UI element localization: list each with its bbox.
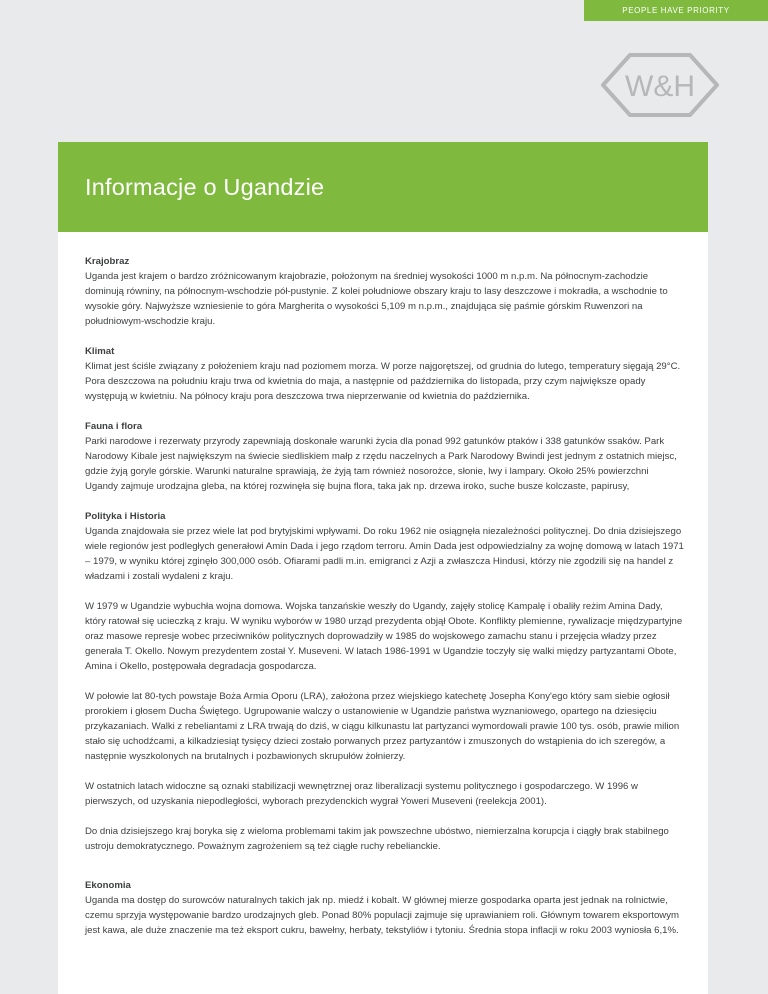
brand-tagline: PEOPLE HAVE PRIORITY <box>622 6 730 15</box>
section-polityka-historia <box>85 509 684 854</box>
section-spacer <box>85 869 684 878</box>
document-card <box>58 142 708 994</box>
section-krajobraz <box>85 254 684 329</box>
section-paragraph: W ostatnich latach widoczne są oznaki stabilizacji wewnętrznej oraz liberalizacji systemu politycznego i gospodarczego. W 1996 w pierwszych, od uzyskania niepodległości, wyborach prezydenckich wygrał Yoweri Museveni (reelekcja 2001). <box>85 781 638 807</box>
title-band <box>58 142 708 232</box>
section-paragraph: W 1979 w Ugandzie wybuchła wojna domowa. Wojska tanzańskie weszły do Ugandy, zajęły stolicę Kampalę i obaliły reżim Amina Dady, który ratował się ucieczką z kraju. W wyniku wyborów w 1980 urząd prezydenta objął Obote. Konflikty plemienne, rywalizacje międzypartyjne oraz masowe represje wobec przeciwników politycznych doprowadziły w 1985 do wojskowego zamachu stanu i przejęcia władzy przez generała T. Okello. Nowym prezydentem został Y. Museveni. W latach 1986-1991 w Ugandzie toczyły się walki między partyzantami Obote, Amina i Okello, postępowała degradacja gospodarcza. <box>85 601 683 672</box>
section-paragraph: Uganda znajdowała sie przez wiele lat pod brytyjskimi wpływami. Do roku 1962 nie osiągnęła niezależności politycznej. Do dnia dzisiejszego wiele regionów jest podległych generałowi Amin Dada i jego rządom terroru. Amin Dada jest odpowiedzialny za wojnę domową w latach 1971 – 1979, w wyniku której zginęło 300,000 osób. Ofiarami padli m.in. emigranci z Azji a zwłaszcza Hindusi, którzy nie zgodzili się na handel z władzami i zostali wydaleni z kraju. <box>85 526 684 582</box>
section-paragraph: Uganda ma dostęp do surowców naturalnych takich jak np. miedź i kobalt. W głównej mierze gospodarka oparta jest jednak na rolnictwie, czemu sprzyja występowanie bardzo urodzajnych gleb. Ponad 80% populacji zajmuje się uprawianiem roli. Głównym towarem eksportowym jest kawa, ale duże znaczenie ma też eksport cukru, bawełny, herbaty, tekstyliów i tytoniu. Średnia stopa inflacji w roku 2003 wyniosła 6,1%. <box>85 895 680 936</box>
section-heading: Klimat <box>85 346 115 357</box>
brand-tagline-bar <box>584 0 768 21</box>
wh-logo <box>600 52 720 118</box>
section-heading: Polityka i Historia <box>85 511 166 522</box>
page-title: Informacje o Ugandzie <box>85 174 325 200</box>
section-paragraph: Klimat jest ściśle związany z położeniem kraju nad poziomem morza. W porze najgorętszej, od grudnia do lutego, temperatury sięgają 29°C. Pora deszczowa na południu kraju trwa od kwietnia do maja, a następnie od października do listopada, przy czym największe opady występują w kwietniu. Na północy kraju pora deszczowa trwa nieprzerwanie od kwietnia do października. <box>85 361 681 402</box>
document-body <box>58 232 708 938</box>
logo-text: W&H <box>625 70 695 103</box>
section-fauna-flora <box>85 419 684 494</box>
section-paragraph: Parki narodowe i rezerwaty przyrody zapewniają doskonałe warunki życia dla ponad 992 gatunków ptaków i 338 gatunków ssaków. Park Narodowy Kibale jest największym na świecie siedliskiem małp z rzędu naczelnych a Park Narodowy Bwindi jest jednym z ostatnich miejsc, gdzie żyją goryle górskie. Warunki naturalne sprawiają, że żyją tam również nosorożce, słonie, lwy i lampary. Około 25% powierzchni Ugandy zajmuje urodzajna gleba, na której rozwinęła się bujna flora, taka jak np. drzewa iroko, suche busze kolczaste, papirusy, <box>85 436 677 492</box>
section-paragraph: W połowie lat 80-tych powstaje Boża Armia Oporu (LRA), założona przez wiejskiego katechetę Josepha Kony'ego który sam siebie ogłosił prorokiem i głosem Ducha Świętego. Ugrupowanie walczy o ustanowienie w Ugandzie państwa wyznaniowego, opartego na dziesięciu przykazaniach. Walki z rebeliantami z LRA trwają do dziś, w ciągu kilkunastu lat partyzanci wymordowali prawie 100 tys. osób, prawie milion stało się uchodźcami, a kilkadziesiąt tysięcy dzieci zostało porwanych przez partyzantów i zmuszonych do wstąpienia do ich szeregów, a następnie wyszkolonych na brutalnych i pozbawionych skrupułów żołnierzy. <box>85 691 680 762</box>
section-heading: Ekonomia <box>85 880 131 891</box>
section-paragraph: Do dnia dzisiejszego kraj boryka się z wieloma problemami takim jak powszechne ubóstwo, niemierzalna korupcja i ciągły brak stabilnego ustroju demokratycznego. Poważnym zagrożeniem są też ciągłe ruchy rebelianckie. <box>85 826 669 852</box>
section-heading: Krajobraz <box>85 256 130 267</box>
section-ekonomia <box>85 878 684 938</box>
section-klimat <box>85 344 684 404</box>
section-paragraph: Uganda jest krajem o bardzo zróżnicowanym krajobrazie, położonym na średniej wysokości 1000 m n.p.m. Na północnym-zachodzie dominują równiny, na północnym-wschodzie pół-pustynie. Z kolei południowe obszary kraju to lasy deszczowe i mokradła, a wschodnie to wysokie góry. Najwyższe wzniesienie to góra Margherita o wysokości 5,109 m n.p.m., znajdująca się paśmie górskim Ruwenzori na południowym-wschodzie kraju. <box>85 271 668 327</box>
wh-logo-icon <box>600 52 720 118</box>
section-heading: Fauna i flora <box>85 421 143 432</box>
